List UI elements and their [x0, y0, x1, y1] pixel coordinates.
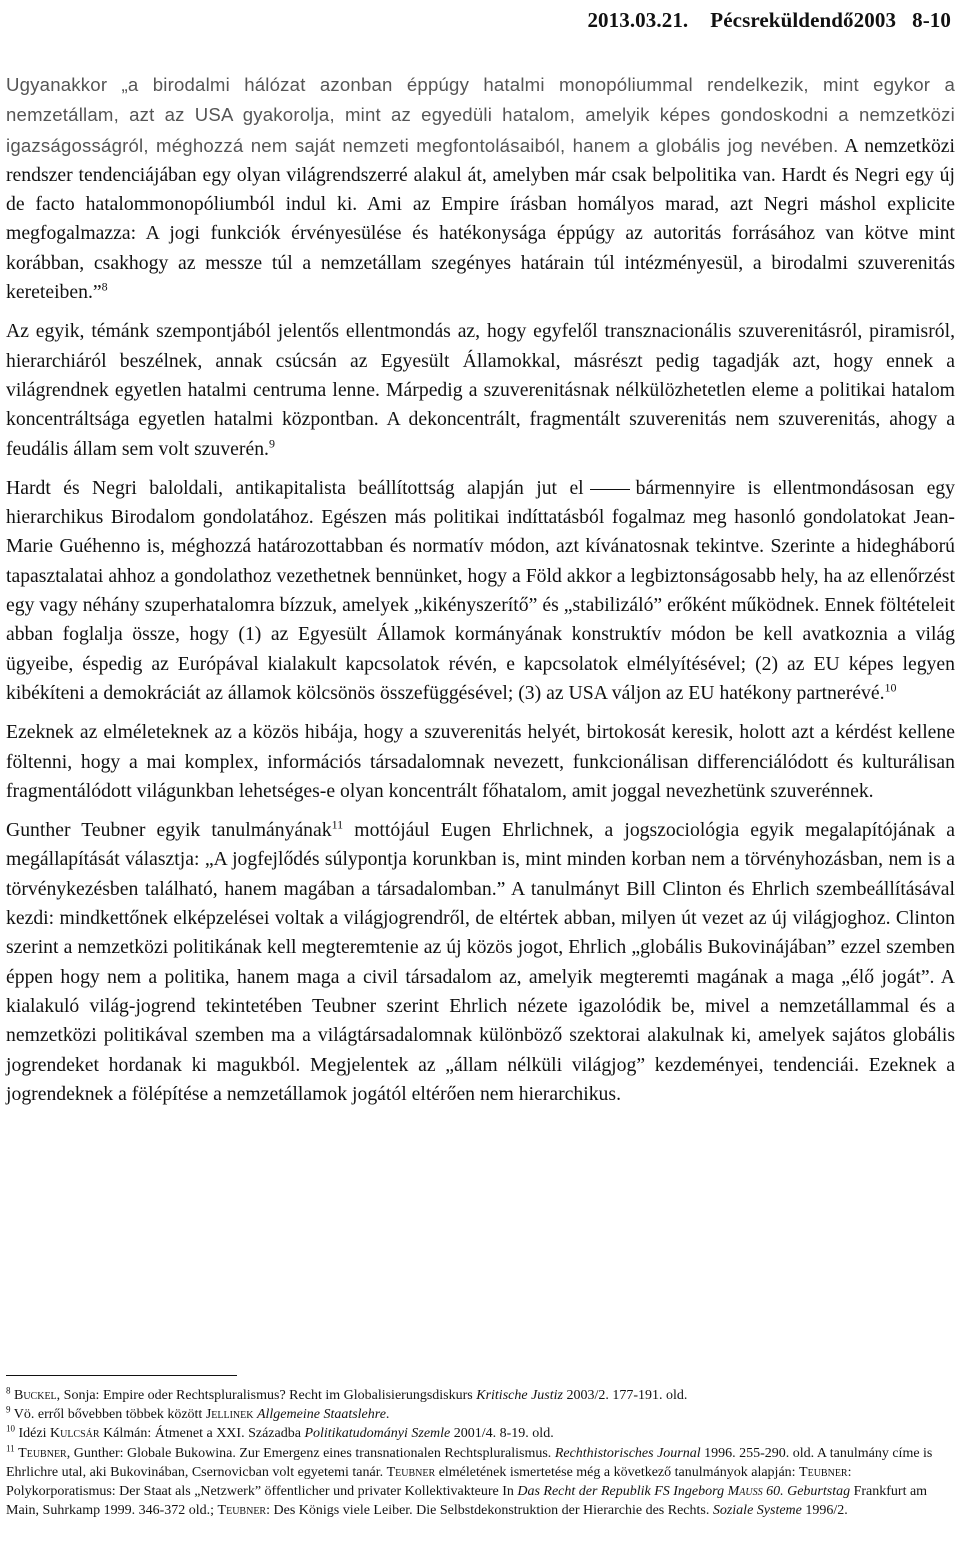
header-title: Pécsreküldendő2003 8-10 [710, 8, 951, 32]
footnote-author: Teubner [18, 1445, 67, 1461]
footnote-separator [6, 1375, 237, 1376]
footnote-author: Jellinek [205, 1407, 254, 1423]
footnote-journal: Rechthistorisches Journal [554, 1445, 701, 1461]
footnote-8 [6, 1386, 955, 1405]
footnote-author: Buckel [14, 1388, 57, 1403]
footnote-book: Das Recht der Republik FS Ingeborg [517, 1484, 728, 1500]
footnote-journal: Soziale Systeme [712, 1503, 802, 1519]
footnote-text: 1996. 255-290. old. A tanulmány címe is Ehrlichre utal, aki Bukovinában, Csernovicban volt egyetemi tanár. [6, 1445, 933, 1480]
paragraph-5-text-a: Gunther Teubner egyik tanulmányának [6, 819, 332, 842]
footnote-ref-9[interactable]: 9 [268, 436, 275, 450]
footnote-author: Teubner [799, 1464, 848, 1480]
footnote-text: , Sonja: Empire oder Rechtspluralismus? Recht im Globalisierungsdiskurs [56, 1388, 477, 1403]
footnote-text: 1996/2. [801, 1503, 848, 1519]
paragraph-1-text: A nemzetközi rendszer tendenciájában egy olyan világrendszerré alakul át, amelyben már csak belpolitika van. Hardt és Negri egy új de facto hatalommonopóliumból indul ki. Ami az Empire írásban homályos marad, azt Negri máshol explicite megfogalmazza: A jogi funkciók érvényesülése és hatékonysága éppúgy az autoritás forrásához van kötve mint korábban, csakhogy az messze túl a nemzetállam szegényes határain túl intézményesül, a birodalmi szuverenitás kereteiben.” [6, 134, 956, 304]
paragraph-5-text-b: mottójául Eugen Ehrlichnek, a jogszociológia egyik megalapítójának a megállapítását választja: „A jogfejlődés súlypontja korunkban is, mint minden korban nem a törvényhozásban, nem is a törvénykezésben található, hanem magában a társadalomban.” A tanulmányt Bill Clinton és Ehrlich szembeállításával kezdi: mindkettőnek elképzelései voltak a világjogrendről, de eltértek abban, milyen út vezet az új világjoghoz. Clinton szerint a nemzetközi politikának kell megteremtenie az új közös jogot, Ehrlich „globális Bukovinájában” ezzel szemben éppen hogy nem a politika, hanem maga a civil társadalom az, amelyik megteremti magának a maga „élő jogát”. A kialakuló világ-jogrend tekintetében Teubner szerint Ehrlich nézete igazolódik be, mivel a nemzetállammal és a nemzetközi politikával szemben ma a világtársadalomnak különböző szektorai alakulnak ki, amelyek sajátos globális jogrendeket hordanak ki magukból. Megjelentek az „állam nélküli világjog” kezdeményei, tendenciái. Ezeknek a jogrendeknek a fölépítése a nemzetállamok jogától eltérően nem hierarchikus. [6, 819, 955, 1105]
footnote-number: 10 [6, 1423, 15, 1434]
paragraph-2-text: Az egyik, témánk szempontjából jelentős ellentmondás az, hogy egyfelől transznacionális szuverenitásról, piramisról, hierarchiáról beszélnek, annak csúcsán az Egyesült Államokkal, másrészt pedig tagadják azt, hogy ennek a világrendnek egyetlen hatalmi centruma lenne. Márpedig a szuverenitásnak nélkülözhetetlen eleme a politikai hatalom koncentráltsága egyetlen hatalmi központban. A dekoncentrált, fragmentált szuverenitás nem szuverenitás, ahogy a feudális állam sem volt szuverén. [6, 320, 955, 460]
body-text [6, 70, 955, 1119]
footnote-text: , Gunther: Globale Bukowina. Zur Emergenz eines transnationalen Rechtspluralismus. [66, 1445, 555, 1461]
footnote-book: 60. Geburtstag [762, 1484, 851, 1500]
paragraph-3-text-a: Hardt és Negri baloldali, antikapitalista beállítottság alapján jut el [6, 476, 584, 499]
footnote-author: Teubner [217, 1503, 267, 1519]
footnote-text: Vö. erről bővebben többek között [13, 1407, 206, 1423]
footnotes [6, 1386, 955, 1520]
footnote-text: : Polykorporatismus: Der Staat als „Netzwerk” öffentlicher und privater Kollektivakteure In [6, 1464, 852, 1500]
paragraph-1-quote: Ugyanakkor „a birodalmi hálózat azonban éppúgy hatalmi monopóliummal rendelkezik, mint egykor a nemzetállam, azt az USA gyakorolja, mint az egyedüli hatalom, amelyik képes gondoskodni a nemzetközi igazságosságról, méghozzá nem saját nemzeti megfontolásaiból, hanem a globális jog nevében. [6, 74, 955, 156]
footnote-ref-10[interactable]: 10 [884, 680, 897, 695]
paragraph-3-text-b: bármennyire is ellentmondásosan egy hierarchikus Birodalom gondolatához. Egészen más politikai indíttatásból fogalmaz meg hasonló gondolatokat Jean-Marie Guéhenno is, méghozzá határozottabban és normatív módon, azt kívánatosnak tekintve. Szerinte a hidegháború tapasztalatai ahhoz a gondolathoz vezethetnek bennünket, hogy a Föld akkor a legbiztonságosabb hely, ha az ellenőrzést egy vagy néhány szuperhatalomra bízzuk, amelyek „kikényszerítő” és „stabilizáló” erőként működnek. Ennek föltételeit abban foglalja össze, hogy (1) az Egyesült Államok kormányának konstruktív módon be kell avatkoznia a világ ügyeibe, éspedig az Európával kialakult kapcsolatok révén, e kapcsolatok elmélyítésével; (2) az EU képes legyen kibékíteni a demokráciát az államok kölcsönös összefüggésével; (3) az USA váljon az EU hatékony partnerévé. [6, 476, 955, 704]
paragraph-2 [6, 317, 955, 463]
em-dash-rule [590, 489, 630, 490]
footnote-journal: Kritische Justiz [476, 1388, 563, 1403]
footnote-text: . [385, 1407, 390, 1423]
footnote-ref-8[interactable]: 8 [101, 279, 108, 294]
footnote-text: elméletének ismertetése még a következő tanulmányok alapján: [435, 1464, 800, 1480]
footnote-number: 11 [6, 1442, 15, 1453]
footnote-11 [6, 1444, 955, 1521]
footnote-book-author: Mauss [727, 1484, 763, 1500]
document-page [6, 0, 955, 1545]
paragraph-1 [6, 70, 955, 307]
footnote-author: Teubner [386, 1464, 436, 1480]
footnote-9 [6, 1405, 955, 1424]
footnote-10 [6, 1424, 955, 1443]
footnote-ref-11[interactable]: 11 [331, 817, 344, 832]
paragraph-5 [6, 816, 955, 1109]
header-date: 2013.03.21. [587, 8, 689, 32]
paragraph-3 [6, 474, 955, 708]
footnote-text: Idézi [18, 1426, 50, 1442]
footnote-text: : Des Königs viele Leiber. Die Selbstdekonstruktion der Hierarchie des Rechts. [266, 1503, 713, 1519]
footnote-text: Frankfurt am Main, Suhrkamp 1999. 346-372 old.; [6, 1484, 928, 1519]
footnote-text: 2003/2. 177-191. old. [562, 1388, 688, 1403]
paragraph-4-text: Ezeknek az elméleteknek az a közös hibája, hogy a szuverenitás helyét, birtokosát keresik, holott azt a kérdést kellene föltenni, hogy a mai komplex, információs társadalomnak nevezett, funkcionálisan differenciálódott és kulturálisan fragmentálódott világunkban lehetséges-e olyan koncentrált főhatalom, amit joggal nevezhetünk szuverénnek. [6, 721, 955, 802]
footnote-author: Kulcsár [49, 1426, 100, 1442]
footnote-number: 8 [6, 1385, 11, 1396]
footnote-work: Allgemeine Staatslehre [256, 1407, 386, 1423]
footnote-number: 9 [6, 1404, 11, 1415]
footnote-text: 2001/4. 8-19. old. [450, 1426, 554, 1442]
page-header [587, 8, 951, 33]
footnote-text: Kálmán: Átmenet a XXI. Századba [99, 1426, 305, 1442]
paragraph-4 [6, 718, 955, 806]
footnote-journal: Politikatudományi Szemle [304, 1426, 451, 1442]
